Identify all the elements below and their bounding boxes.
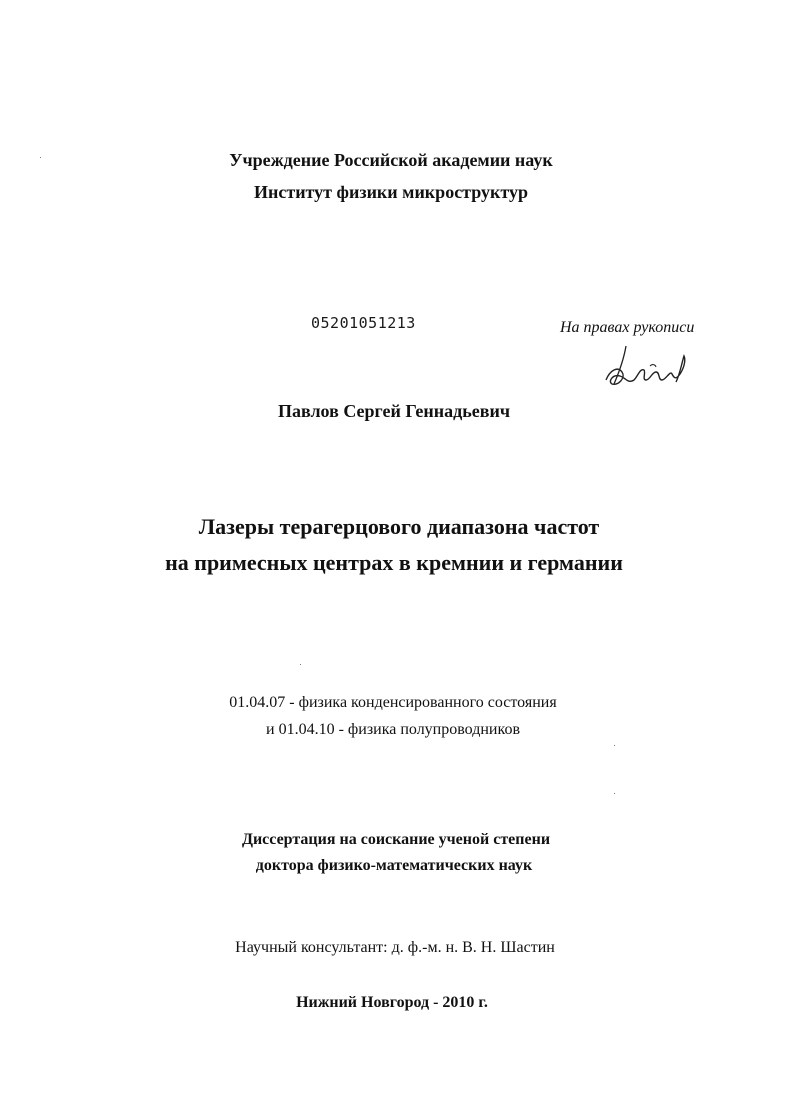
scan-speck [300,664,301,665]
scan-speck [40,157,41,158]
dissertation-title-line-2: на примесных центрах в кремнии и германии [165,550,623,575]
degree-line-1: Диссертация на соискание ученой степени [241,831,551,848]
scan-speck [614,745,615,746]
author-name: Павлов Сергей Геннадьевич [277,401,511,421]
scan-speck [614,793,615,794]
specialty-line-1: 01.04.07 - физика конденсированного состояния [229,694,557,711]
city-year: Нижний Новгород - 2010 г. [296,994,488,1011]
handwritten-signature [600,340,696,392]
degree-line-2: доктора физико-математических наук [255,857,533,874]
institute-name: Институт физики микроструктур [253,182,529,202]
manuscript-note: На правах рукописи [560,319,695,336]
scientific-consultant: Научный консультант: д. ф.-м. н. В. Н. Шастин [235,939,555,956]
institution-name: Учреждение Российской академии наук [229,150,553,170]
catalog-number: 05201051213 [311,314,416,332]
specialty-line-2: и 01.04.10 - физика полупроводников [266,721,520,738]
dissertation-title-line-1: Лазеры терагерцового диапазона частот [198,514,600,539]
